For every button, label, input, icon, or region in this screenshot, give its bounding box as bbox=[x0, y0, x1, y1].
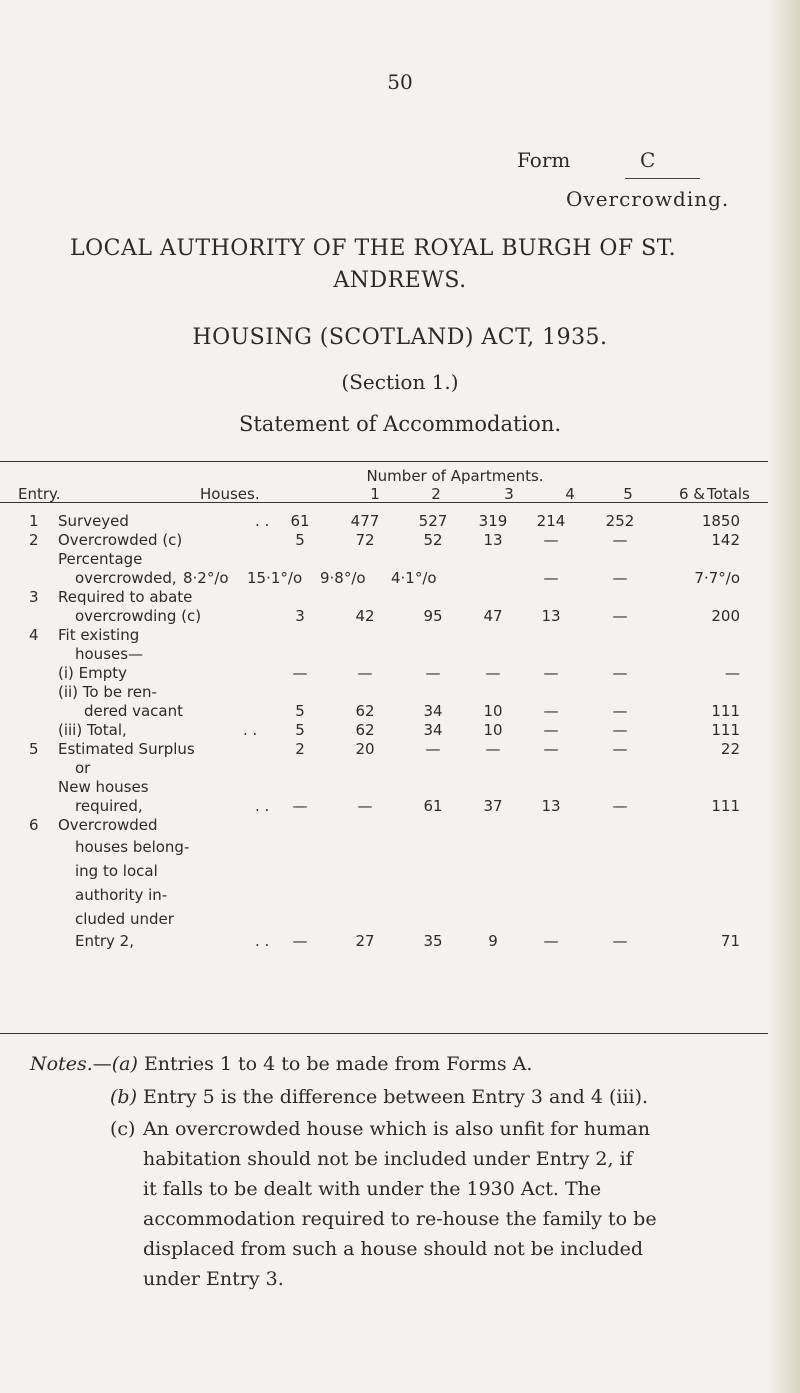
note-b-marker: (b) bbox=[110, 1086, 137, 1108]
leader-dots: . . bbox=[255, 932, 270, 950]
cell: 319 bbox=[478, 512, 508, 530]
entry-number: 1 bbox=[29, 512, 39, 530]
row-label: Overcrowded bbox=[58, 816, 158, 834]
cell: — bbox=[543, 721, 559, 739]
row-label: cluded under bbox=[75, 910, 174, 928]
cell: — bbox=[612, 797, 628, 815]
cell: 34 bbox=[423, 721, 443, 739]
cell: 15·1°/o bbox=[247, 569, 303, 587]
note-c-line: habitation should not be included under Entry 2, if bbox=[143, 1148, 633, 1170]
cell: 34 bbox=[423, 702, 443, 720]
cell: 13 bbox=[541, 607, 561, 625]
cell: — bbox=[612, 721, 628, 739]
row-label: (i) Empty bbox=[58, 664, 128, 682]
entry-number: 2 bbox=[29, 531, 39, 549]
note-c-line: it falls to be dealt with under the 1930 Act. The bbox=[143, 1178, 602, 1200]
row-label: Percentage bbox=[58, 550, 143, 568]
leader-dots: . . bbox=[255, 797, 270, 815]
cell: 72 bbox=[355, 531, 375, 549]
cell: 5 bbox=[295, 721, 305, 739]
row-label: New houses bbox=[58, 778, 149, 796]
cell: — bbox=[357, 797, 373, 815]
col-header-5: 5 bbox=[623, 485, 633, 503]
note-b-text: Entry 5 is the difference between Entry 3 and 4 (iii). bbox=[143, 1086, 649, 1108]
row-label: (iii) Total, bbox=[58, 721, 127, 739]
cell: — bbox=[485, 740, 501, 758]
cell: 5 bbox=[295, 531, 305, 549]
row-label: dered vacant bbox=[84, 702, 184, 720]
cell: — bbox=[292, 664, 308, 682]
entry-number: 5 bbox=[29, 740, 39, 758]
col-header-entry: Entry. bbox=[18, 485, 61, 503]
cell: — bbox=[543, 932, 559, 950]
note-a-text: Entries 1 to 4 to be made from Forms A. bbox=[143, 1053, 533, 1075]
cell: — bbox=[543, 740, 559, 758]
group-header: Number of Apartments. bbox=[366, 467, 544, 485]
note-c-marker: (c) bbox=[110, 1118, 136, 1140]
cell: — bbox=[612, 740, 628, 758]
cell: — bbox=[543, 531, 559, 549]
cell: 8·2°/o bbox=[183, 569, 229, 587]
cell: — bbox=[543, 702, 559, 720]
row-label: (ii) To be ren- bbox=[58, 683, 157, 701]
cell: 214 bbox=[536, 512, 566, 530]
note-a-marker: (a) bbox=[111, 1053, 138, 1075]
cell: 13 bbox=[541, 797, 561, 815]
cell: 10 bbox=[483, 702, 503, 720]
row-label: overcrowding (c) bbox=[75, 607, 202, 625]
cell: 42 bbox=[355, 607, 375, 625]
row-label: or bbox=[75, 759, 91, 777]
form-subtitle: Overcrowding. bbox=[566, 187, 730, 211]
cell: 10 bbox=[483, 721, 503, 739]
act-heading: HOUSING (SCOTLAND) ACT, 1935. bbox=[192, 325, 608, 350]
notes-label: Notes. bbox=[30, 1053, 93, 1075]
row-label: Entry 2, bbox=[75, 932, 134, 950]
cell: 111 bbox=[711, 721, 740, 739]
cell: 7·7°/o bbox=[694, 569, 740, 587]
cell: 4·1°/o bbox=[391, 569, 437, 587]
cell: 200 bbox=[711, 607, 740, 625]
cell: 20 bbox=[355, 740, 375, 758]
cell: 111 bbox=[711, 797, 740, 815]
cell: 71 bbox=[720, 932, 740, 950]
row-label: ing to local bbox=[75, 862, 158, 880]
leader-dots: . . bbox=[243, 721, 258, 739]
cell: — bbox=[543, 664, 559, 682]
note-c-line: accommodation required to re-house the family to be bbox=[143, 1208, 657, 1230]
cell: 52 bbox=[423, 531, 443, 549]
entry-number: 3 bbox=[29, 588, 39, 606]
cell: — bbox=[425, 740, 441, 758]
table-bottom-rule bbox=[0, 1033, 768, 1034]
cell: — bbox=[725, 664, 740, 682]
table-top-rule bbox=[0, 461, 768, 462]
cell: 1850 bbox=[701, 512, 740, 530]
cell: 5 bbox=[295, 702, 305, 720]
cell: — bbox=[612, 531, 628, 549]
row-label: authority in- bbox=[75, 886, 168, 904]
col-header-3: 3 bbox=[504, 485, 514, 503]
form-underline bbox=[625, 178, 700, 179]
entry-number: 4 bbox=[29, 626, 39, 644]
cell: 37 bbox=[483, 797, 503, 815]
note-b-line bbox=[110, 1082, 648, 1112]
cell: 13 bbox=[483, 531, 503, 549]
row-label: Overcrowded (c) bbox=[58, 531, 183, 549]
statement-heading: Statement of Accommodation. bbox=[238, 412, 562, 436]
note-c-line: under Entry 3. bbox=[143, 1268, 284, 1290]
col-header-2: 2 bbox=[431, 485, 441, 503]
cell: 111 bbox=[711, 702, 740, 720]
cell: — bbox=[292, 797, 308, 815]
row-label: Estimated Surplus bbox=[58, 740, 195, 758]
row-label: Fit existing bbox=[58, 626, 140, 644]
cell: 9 bbox=[488, 932, 498, 950]
cell: — bbox=[292, 932, 308, 950]
cell: — bbox=[612, 702, 628, 720]
col-header-totals: Totals bbox=[707, 485, 750, 503]
note-c-line: displaced from such a house should not be included bbox=[143, 1238, 644, 1260]
row-label: Required to abate bbox=[58, 588, 193, 606]
cell: 252 bbox=[605, 512, 635, 530]
section-heading: (Section 1.) bbox=[341, 370, 459, 394]
cell: — bbox=[612, 664, 628, 682]
note-a-line: Notes.—(a) Entries 1 to 4 to be made from Forms A. bbox=[30, 1053, 533, 1075]
row-label: required, bbox=[75, 797, 143, 815]
cell: 35 bbox=[423, 932, 443, 950]
cell: 477 bbox=[350, 512, 380, 530]
cell: 62 bbox=[355, 721, 375, 739]
authority-heading-line2: ANDREWS. bbox=[333, 268, 467, 293]
cell: — bbox=[612, 607, 628, 625]
form-label: Form bbox=[517, 148, 571, 172]
cell: 47 bbox=[483, 607, 503, 625]
row-label: houses belong- bbox=[75, 838, 190, 856]
cell: — bbox=[357, 664, 373, 682]
cell: 2 bbox=[295, 740, 305, 758]
cell: — bbox=[612, 932, 628, 950]
leader-dots: . . bbox=[255, 512, 270, 530]
col-header-4: 4 bbox=[565, 485, 575, 503]
col-header-houses: Houses. bbox=[200, 485, 260, 503]
row-label: overcrowded, bbox=[75, 569, 177, 587]
cell: 9·8°/o bbox=[320, 569, 366, 587]
cell: 142 bbox=[711, 531, 740, 549]
col-header-1: 1 bbox=[370, 485, 380, 503]
note-c-line: An overcrowded house which is also unfit for human bbox=[143, 1118, 650, 1140]
row-label: houses— bbox=[75, 645, 144, 663]
cell: — bbox=[485, 664, 501, 682]
cell: 27 bbox=[355, 932, 375, 950]
scan-edge-shadow bbox=[768, 0, 800, 1393]
cell: — bbox=[543, 569, 559, 587]
cell: 527 bbox=[418, 512, 448, 530]
entry-number: 6 bbox=[29, 816, 39, 834]
cell: 22 bbox=[720, 740, 740, 758]
authority-heading-line1: LOCAL AUTHORITY OF THE ROYAL BURGH OF ST. bbox=[70, 236, 677, 261]
form-letter: C bbox=[640, 148, 656, 172]
col-header-6: 6 & bbox=[679, 485, 706, 503]
cell: 61 bbox=[290, 512, 310, 530]
cell: 3 bbox=[295, 607, 305, 625]
cell: — bbox=[425, 664, 441, 682]
cell: 61 bbox=[423, 797, 443, 815]
cell: — bbox=[612, 569, 628, 587]
page-number: 50 bbox=[387, 70, 413, 94]
row-label: Surveyed bbox=[58, 512, 129, 530]
cell: 62 bbox=[355, 702, 375, 720]
cell: 95 bbox=[423, 607, 443, 625]
